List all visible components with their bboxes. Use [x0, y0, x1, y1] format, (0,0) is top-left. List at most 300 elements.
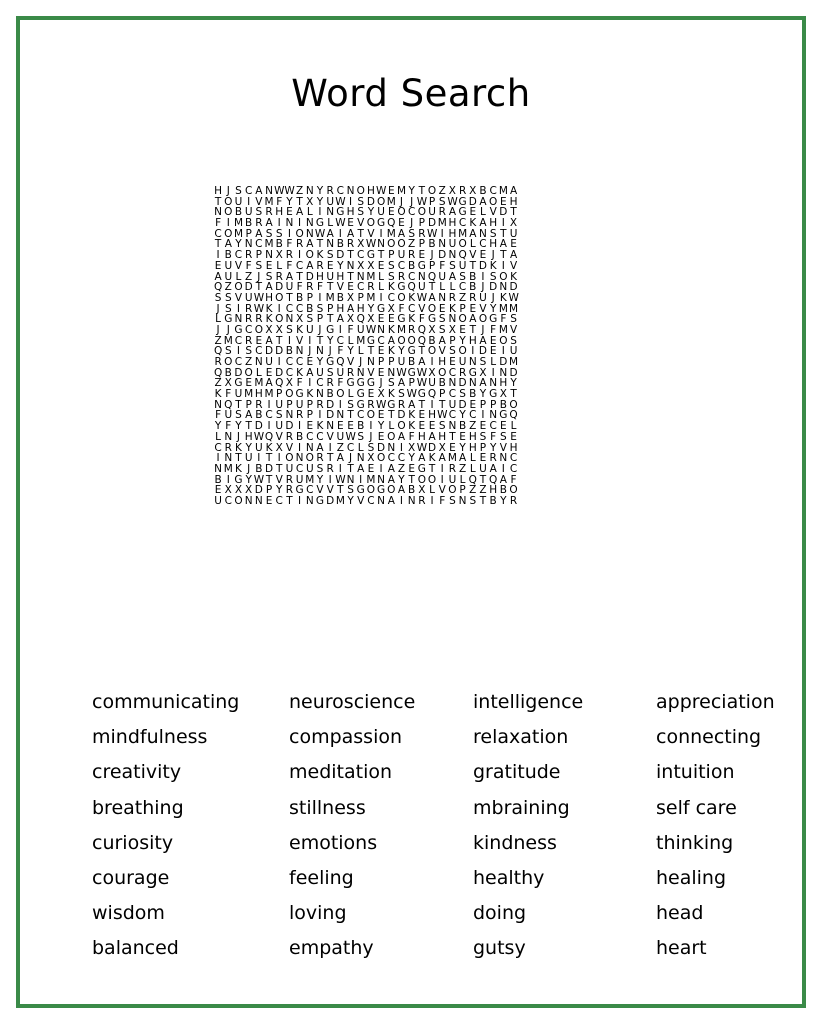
grid-letter: C — [214, 441, 222, 454]
grid-letter: S — [510, 313, 517, 326]
grid-letter: E — [489, 334, 497, 347]
grid-letter: R — [448, 462, 457, 475]
grid-letter: R — [458, 185, 467, 197]
word-list-item: doing — [473, 902, 527, 925]
grid-letter: X — [367, 452, 375, 465]
grid-letter: T — [276, 462, 283, 475]
grid-letter: Q — [224, 398, 233, 411]
grid-letter: D — [234, 366, 243, 379]
grid-letter: N — [336, 409, 345, 422]
grid-letter: K — [296, 366, 304, 379]
grid-letter: G — [366, 249, 375, 262]
grid-letter: M — [509, 302, 519, 315]
grid-letter: X — [295, 313, 304, 326]
grid-letter: X — [346, 291, 355, 304]
grid-letter: Y — [235, 420, 242, 433]
grid-letter: N — [224, 452, 233, 465]
word-list-item: healing — [656, 866, 727, 889]
grid-letter: N — [224, 430, 233, 443]
grid-letter: N — [326, 420, 335, 433]
grid-letter: B — [245, 217, 253, 230]
grid-letter: N — [479, 227, 487, 240]
grid-letter: U — [316, 366, 324, 379]
grid-letter: S — [408, 227, 415, 240]
grid-letter: C — [244, 185, 253, 197]
grid-row — [213, 293, 665, 304]
page-title: Word Search — [291, 72, 531, 115]
grid-letter: Q — [509, 409, 518, 422]
grid-letter: P — [306, 398, 313, 411]
grid-letter: G — [356, 398, 365, 411]
grid-letter: X — [418, 484, 426, 497]
grid-letter: P — [459, 302, 466, 315]
grid-letter: R — [397, 270, 406, 283]
grid-letter: F — [215, 217, 222, 230]
grid-letter: N — [316, 388, 324, 401]
grid-letter: R — [408, 249, 416, 262]
grid-letter: C — [295, 356, 304, 368]
word-list-item: mbraining — [473, 796, 570, 819]
grid-letter: W — [508, 291, 519, 304]
grid-letter: O — [448, 484, 457, 497]
grid-letter: S — [235, 185, 242, 197]
grid-letter: P — [357, 291, 364, 304]
grid-letter: G — [427, 313, 437, 326]
grid-letter: E — [214, 259, 222, 272]
grid-letter: O — [438, 366, 447, 379]
grid-letter: N — [326, 206, 335, 219]
grid-letter: H — [468, 334, 477, 347]
grid-letter: E — [387, 185, 395, 197]
grid-letter: U — [285, 462, 294, 475]
grid-letter: P — [276, 388, 283, 401]
grid-letter: L — [449, 281, 456, 294]
grid-letter: M — [233, 217, 243, 230]
grid-letter: Y — [245, 441, 252, 454]
grid-letter: D — [478, 345, 488, 358]
grid-letter: X — [438, 441, 446, 454]
grid-letter: A — [265, 217, 273, 230]
grid-letter: A — [387, 473, 395, 486]
grid-letter: O — [417, 473, 426, 486]
grid-letter: D — [458, 398, 467, 411]
grid-letter: N — [499, 452, 508, 465]
grid-letter: Y — [235, 238, 242, 251]
grid-letter: M — [244, 388, 254, 401]
grid-letter: U — [336, 430, 345, 443]
grid-letter: P — [418, 238, 426, 251]
grid-letter: K — [387, 323, 395, 336]
grid-letter: C — [377, 334, 385, 347]
grid-letter: O — [275, 313, 284, 326]
word-list-item: appreciation — [656, 691, 775, 713]
grid-letter: G — [234, 473, 243, 486]
grid-letter: H — [346, 206, 355, 219]
grid-letter: S — [469, 494, 477, 507]
grid-letter: O — [305, 249, 314, 262]
grid-letter: T — [428, 462, 436, 475]
grid-letter: O — [407, 334, 416, 347]
grid-letter: A — [387, 462, 395, 475]
word-list-item: loving — [289, 902, 347, 925]
grid-letter: R — [418, 227, 426, 240]
grid-letter: H — [275, 206, 284, 219]
grid-letter: C — [407, 302, 416, 315]
grid-letter: X — [428, 323, 436, 336]
grid-letter: I — [338, 227, 342, 240]
grid-letter: H — [438, 430, 447, 443]
grid-letter: I — [298, 494, 302, 507]
grid-letter: V — [234, 291, 243, 304]
grid-letter: R — [326, 377, 334, 390]
grid-letter: H — [438, 356, 447, 368]
grid-letter: A — [397, 377, 406, 390]
grid-letter: F — [276, 195, 283, 208]
grid-letter: L — [439, 281, 446, 294]
grid-letter: R — [316, 398, 324, 411]
grid-letter: I — [277, 302, 281, 315]
grid-letter: U — [428, 377, 436, 390]
grid-letter: Q — [356, 313, 365, 326]
grid-letter: O — [509, 398, 518, 411]
grid-letter: S — [387, 377, 395, 390]
grid-letter: K — [316, 249, 324, 262]
grid-letter: V — [357, 494, 365, 507]
grid-letter: L — [357, 345, 364, 358]
grid-letter: P — [306, 409, 313, 422]
grid-letter: M — [356, 334, 366, 347]
grid-letter: G — [458, 195, 467, 208]
grid-letter: E — [438, 302, 446, 315]
grid-letter: M — [325, 291, 335, 304]
grid-letter: C — [336, 334, 345, 347]
grid-letter: J — [491, 249, 495, 262]
grid-letter: G — [489, 388, 498, 401]
grid-letter: Z — [458, 291, 467, 304]
grid-letter: A — [418, 452, 426, 465]
grid-letter: I — [277, 217, 281, 230]
grid-letter: U — [448, 473, 457, 486]
grid-letter: C — [397, 259, 406, 272]
grid-letter: Z — [408, 238, 416, 251]
grid-letter: L — [235, 270, 242, 283]
grid-letter: C — [509, 462, 518, 475]
grid-letter: S — [235, 409, 242, 422]
grid-letter: T — [469, 259, 476, 272]
grid-letter: E — [265, 259, 273, 272]
grid-letter: S — [255, 259, 263, 272]
grid-letter: G — [356, 484, 365, 497]
grid-letter: F — [337, 345, 344, 358]
grid-letter: F — [316, 281, 323, 294]
grid-letter: X — [448, 185, 456, 197]
grid-letter: H — [509, 195, 518, 208]
grid-letter: W — [416, 377, 428, 390]
grid-letter: Q — [427, 270, 437, 283]
grid-letter: N — [468, 356, 477, 368]
grid-letter: V — [326, 430, 334, 443]
word-list-item: gratitude — [473, 761, 561, 784]
grid-letter: T — [439, 398, 446, 411]
grid-letter: S — [224, 291, 232, 304]
grid-letter: O — [356, 185, 365, 197]
grid-letter: W — [335, 473, 346, 486]
grid-letter: U — [214, 494, 222, 507]
grid-letter: P — [286, 398, 293, 411]
grid-letter: C — [285, 302, 294, 315]
grid-letter: M — [335, 494, 345, 507]
grid-letter: Y — [347, 494, 354, 507]
grid-letter: Y — [459, 334, 466, 347]
grid-letter: T — [500, 249, 507, 262]
grid-letter: K — [214, 388, 222, 401]
word-list-item: courage — [92, 866, 170, 889]
grid-letter: L — [388, 420, 395, 433]
grid-letter: R — [245, 302, 253, 315]
word-list — [92, 690, 812, 972]
grid-letter: X — [499, 388, 507, 401]
grid-letter: Z — [295, 185, 304, 197]
grid-letter: K — [235, 441, 242, 454]
grid-letter: X — [387, 302, 395, 315]
grid-letter: Z — [469, 420, 477, 433]
word-list-item: meditation — [289, 761, 393, 784]
word-list-item: emotions — [289, 831, 378, 854]
grid-letter: N — [244, 238, 253, 251]
grid-letter: R — [367, 398, 375, 411]
grid-letter: A — [326, 227, 334, 240]
word-list-item: breathing — [92, 796, 184, 819]
grid-letter: M — [498, 185, 508, 197]
grid-letter: C — [265, 409, 273, 422]
grid-letter: K — [408, 420, 416, 433]
grid-letter: O — [397, 206, 406, 219]
grid-letter: Z — [214, 334, 222, 347]
grid-letter: L — [306, 206, 313, 219]
grid-letter: B — [234, 206, 243, 219]
grid-letter: W — [365, 323, 377, 336]
grid-letter: M — [396, 323, 406, 336]
grid-letter: H — [428, 409, 436, 422]
grid-letter: B — [295, 430, 304, 443]
grid-letter: M — [447, 452, 457, 465]
word-list-item: creativity — [92, 761, 182, 784]
grid-letter: E — [428, 420, 436, 433]
grid-letter: Q — [213, 345, 223, 358]
grid-letter: V — [316, 484, 324, 497]
grid-letter: E — [347, 217, 354, 230]
grid-letter: K — [408, 409, 416, 422]
grid-letter: K — [408, 313, 416, 326]
grid-letter: O — [427, 185, 437, 197]
grid-letter: C — [367, 494, 375, 507]
grid-letter: D — [275, 281, 284, 294]
grid-letter: M — [509, 356, 519, 368]
grid-letter: V — [326, 484, 334, 497]
grid-letter: A — [459, 452, 467, 465]
grid-letter: I — [369, 420, 373, 433]
grid-letter: S — [255, 206, 263, 219]
grid-letter: B — [499, 398, 507, 411]
grid-letter: C — [316, 430, 324, 443]
grid-letter: B — [326, 388, 334, 401]
grid-letter: J — [430, 249, 434, 262]
grid-letter: I — [308, 377, 312, 390]
grid-letter: T — [326, 452, 334, 465]
grid-letter: X — [357, 259, 365, 272]
grid-letter: K — [296, 323, 304, 336]
grid-letter: Y — [326, 334, 334, 347]
word-list-item: head — [656, 902, 704, 925]
grid-letter: H — [214, 185, 223, 197]
grid-letter: S — [367, 441, 375, 454]
grid-letter: I — [226, 473, 230, 486]
grid-letter: X — [285, 377, 293, 390]
grid-letter: Y — [479, 388, 487, 401]
grid-letter: Q — [407, 281, 416, 294]
grid-letter: A — [306, 238, 314, 251]
grid-letter: G — [366, 377, 375, 390]
grid-letter: I — [216, 452, 220, 465]
grid-letter: P — [479, 398, 487, 411]
grid-letter: T — [347, 409, 354, 422]
grid-letter: E — [214, 484, 222, 497]
grid-letter: I — [328, 473, 332, 486]
grid-letter: C — [346, 441, 355, 454]
grid-letter: I — [399, 494, 404, 507]
grid-letter: J — [328, 345, 332, 358]
grid-letter: N — [346, 259, 355, 272]
grid-letter: E — [326, 259, 334, 272]
grid-letter: A — [408, 398, 416, 411]
grid-letter: P — [255, 249, 263, 262]
grid-letter: O — [376, 452, 386, 465]
grid-letter: T — [510, 206, 517, 219]
grid-letter: I — [298, 420, 302, 433]
grid-letter: R — [469, 291, 477, 304]
grid-letter: B — [428, 238, 436, 251]
grid-letter: N — [438, 238, 447, 251]
grid-letter: U — [234, 195, 243, 208]
grid-letter: Q — [387, 217, 396, 230]
grid-letter: O — [254, 323, 263, 336]
grid-letter: I — [430, 494, 434, 507]
grid-letter: W — [437, 409, 448, 422]
grid-letter: F — [408, 430, 415, 443]
grid-letter: M — [233, 227, 243, 240]
grid-letter: E — [387, 313, 395, 326]
grid-letter: E — [377, 345, 385, 358]
grid-letter: T — [347, 462, 354, 475]
grid-letter: N — [285, 217, 294, 230]
grid-letter: N — [326, 238, 335, 251]
grid-letter: A — [346, 227, 355, 240]
grid-letter: D — [499, 206, 508, 219]
grid-letter: D — [499, 356, 508, 368]
grid-letter: A — [428, 291, 436, 304]
grid-letter: O — [458, 313, 467, 326]
grid-letter: S — [326, 366, 334, 379]
grid-letter: Z — [214, 377, 222, 390]
word-list-item: heart — [656, 937, 707, 960]
grid-letter: B — [458, 420, 467, 433]
grid-letter: B — [479, 185, 487, 197]
word-list-item: self care — [656, 796, 737, 819]
grid-letter: E — [418, 409, 426, 422]
grid-letter: T — [286, 291, 293, 304]
grid-letter: N — [448, 420, 457, 433]
grid-letter: F — [490, 430, 497, 443]
grid-letter: G — [407, 366, 416, 379]
grid-letter: V — [296, 334, 304, 347]
grid-letter: U — [356, 323, 365, 336]
grid-letter: M — [386, 195, 396, 208]
grid-letter: X — [265, 323, 273, 336]
grid-letter: G — [407, 345, 416, 358]
grid-letter: Y — [286, 195, 293, 208]
grid-letter: H — [448, 227, 457, 240]
grid-letter: S — [459, 388, 466, 401]
grid-letter: Q — [458, 249, 467, 262]
grid-row — [213, 261, 665, 272]
grid-letter: N — [214, 206, 223, 219]
grid-letter: I — [501, 217, 505, 230]
grid-letter: D — [244, 281, 253, 294]
grid-letter: R — [346, 366, 355, 379]
grid-letter: L — [490, 356, 497, 368]
grid-letter: Z — [224, 281, 232, 294]
grid-letter: R — [245, 313, 253, 326]
grid-letter: V — [346, 356, 355, 368]
grid-letter: A — [469, 313, 477, 326]
grid-letter: V — [438, 345, 446, 358]
grid-letter: H — [468, 441, 477, 454]
grid-letter: O — [305, 452, 314, 465]
grid-letter: N — [254, 494, 263, 507]
grid-letter: S — [275, 227, 283, 240]
grid-letter: M — [366, 473, 376, 486]
grid-letter: L — [480, 206, 486, 219]
word-list-item: connecting — [656, 726, 762, 749]
grid-letter: C — [387, 452, 395, 465]
grid-letter: V — [285, 441, 293, 454]
grid-letter: S — [387, 259, 395, 272]
grid-letter: G — [356, 388, 365, 401]
grid-letter: B — [255, 409, 263, 422]
grid-letter: E — [459, 323, 466, 336]
grid-letter: L — [378, 281, 385, 294]
grid-letter: W — [406, 388, 417, 401]
grid-letter: U — [295, 473, 304, 486]
grid-letter: R — [214, 356, 222, 368]
grid-letter: O — [458, 345, 467, 358]
grid-letter: P — [428, 195, 436, 208]
grid-letter: G — [326, 356, 335, 368]
grid-letter: U — [224, 409, 233, 422]
grid-letter: V — [275, 430, 283, 443]
grid-letter: O — [224, 206, 233, 219]
grid-letter: J — [318, 323, 322, 336]
grid-letter: Y — [459, 409, 466, 422]
grid-letter: J — [359, 356, 363, 368]
grid-letter: O — [387, 238, 396, 251]
grid-letter: B — [408, 259, 416, 272]
grid-letter: C — [397, 452, 406, 465]
grid-letter: K — [265, 441, 273, 454]
grid-letter: C — [489, 185, 497, 197]
grid-letter: I — [338, 462, 342, 475]
grid-letter: O — [224, 195, 233, 208]
